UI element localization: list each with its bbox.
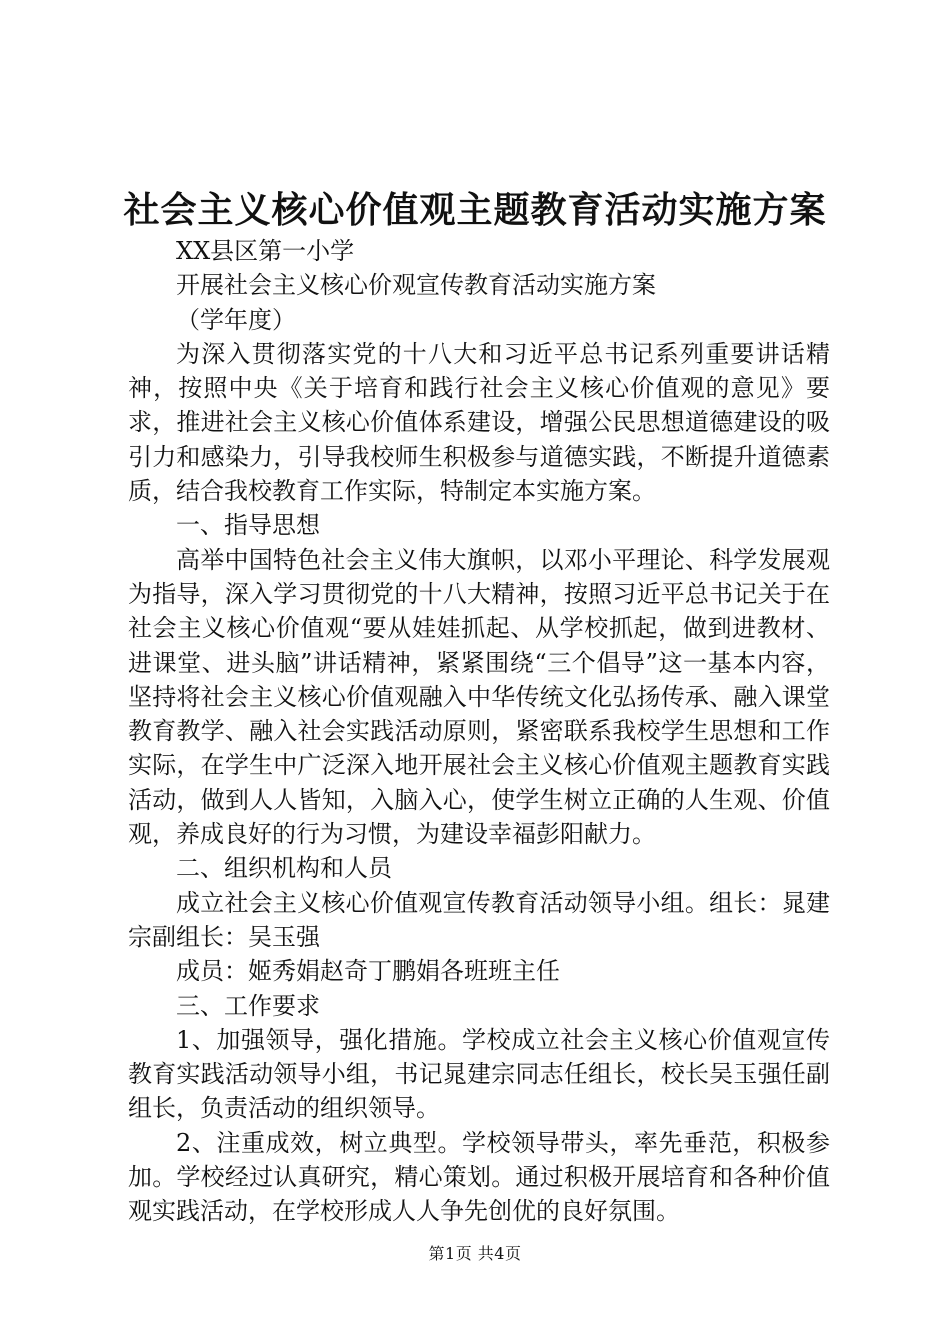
requirement-item-1: 1、加强领导，强化措施。学校成立社会主义核心价值观宣传教育实践活动领导小组，书记晁建宗同志任组长，校长吴玉强任副组长，负责活动的组织领导。: [128, 1025, 830, 1123]
section-heading-organization: 二、组织机构和人员: [176, 854, 392, 883]
intro-paragraph: 为深入贯彻落实党的十八大和习近平总书记系列重要讲话精神，按照中央《关于培育和践行社会主义核心价值观的意见》要求，推进社会主义核心价值体系建设，增强公民思想道德建设的吸引力和感染力，引导我校师生积极参与道德实践，不断提升道德素质，结合我校教育工作实际，特制定本实施方案。: [128, 339, 830, 506]
document-title: 社会主义核心价值观主题教育活动实施方案: [123, 189, 827, 231]
page-number: 第1页 共4页: [428, 1244, 522, 1263]
document-body: [128, 234, 830, 1229]
guiding-thought-paragraph: 高举中国特色社会主义伟大旗帜，以邓小平理论、科学发展观为指导，深入学习贯彻党的十八大精神，按照习近平总书记关于在社会主义核心价值观“要从娃娃抓起、从学校抓起，做到进教材、进课堂、进头脑”讲话精神，紧紧围绕“三个倡导”这一基本内容，坚持将社会主义核心价值观融入中华传统文化弘扬传承、融入课堂教育教学、融入社会实践活动原则，紧密联系我校学生思想和工作实际，在学生中广泛深入地开展社会主义核心价值观主题教育实践活动，做到人人皆知，入脑入心，使学生树立正确的人生观、价值观，养成良好的行为习惯，为建设幸福彭阳献力。: [128, 545, 830, 849]
school-year: （学年度）: [176, 305, 296, 334]
leadership-group-paragraph: 成立社会主义核心价值观宣传教育活动领导小组。组长：晁建宗副组长：吴玉强: [128, 888, 830, 951]
members-paragraph: 成员：姬秀娟赵奇丁鹏娟各班班主任: [176, 957, 560, 986]
school-name: XX县区第一小学: [176, 237, 355, 265]
section-heading-requirements: 三、工作要求: [176, 991, 320, 1020]
plan-subtitle: 开展社会主义核心价观宣传教育活动实施方案: [176, 271, 656, 300]
section-heading-guiding-thought: 一、指导思想: [176, 511, 320, 540]
requirement-item-2: 2、注重成效，树立典型。学校领导带头，率先垂范，积极参加。学校经过认真研究，精心策划。通过积极开展培育和各种价值观实践活动，在学校形成人人争先创优的良好氛围。: [128, 1128, 830, 1226]
